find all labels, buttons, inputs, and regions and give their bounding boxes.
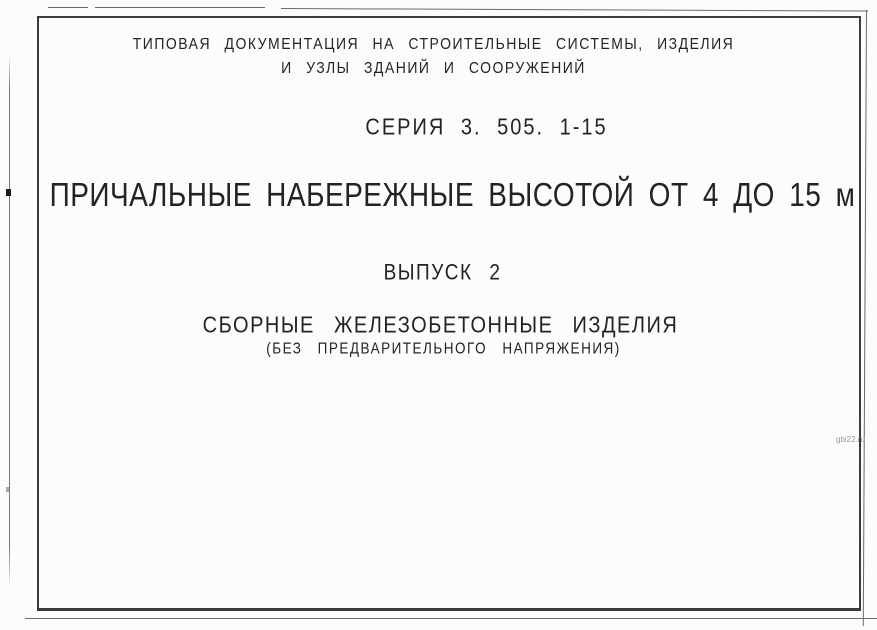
document-title: ПРИЧАЛЬНЫЕ НАБЕРЕЖНЫЕ ВЫСОТОЙ ОТ 4 ДО 15 м [49,175,856,213]
fold-mark [6,189,11,196]
scan-border-top-segment-1 [48,7,88,8]
header-line-2: И УЗЛЫ ЗДАНИЙ И СООРУЖЕНИЙ [281,57,586,77]
site-watermark: gbi22.ru [836,435,865,444]
header-line-1: ТИПОВАЯ ДОКУМЕНТАЦИЯ НА СТРОИТЕЛЬНЫЕ СИСТЕМЫ, ИЗДЕЛИЯ [132,33,735,53]
subtitle: СБОРНЫЕ ЖЕЛЕЗОБЕТОННЫЕ ИЗДЕЛИЯ [202,312,679,339]
edge-tick-mark [6,487,9,492]
scan-border-top-segment-3 [281,8,868,12]
subtitle-note: (БЕЗ ПРЕДВАРИТЕЛЬНОГО НАПРЯЖЕНИЯ) [266,339,621,358]
series-number: СЕРИЯ 3. 505. 1-15 [365,114,608,141]
issue-number: ВЫПУСК 2 [383,260,502,285]
scan-border-bottom [25,618,877,619]
scan-border-top-segment-2 [95,7,265,8]
